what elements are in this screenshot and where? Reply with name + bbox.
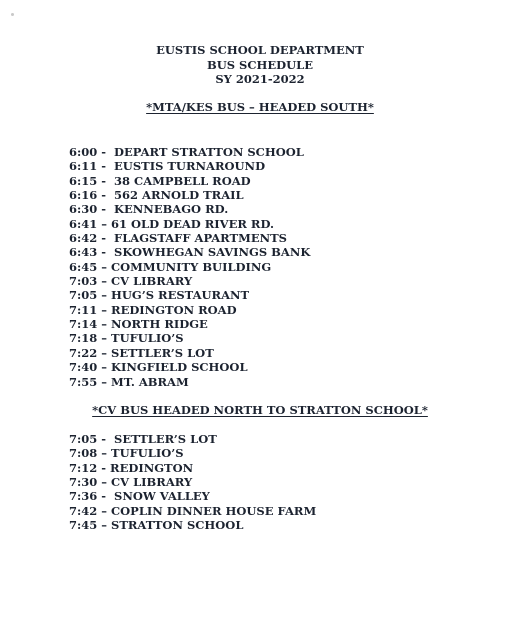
schedule-stop: 7:05 – HUG’S RESTAURANT (69, 288, 250, 303)
schedule-stop: 6:11 - EUSTIS TURNAROUND (69, 159, 266, 174)
schedule-stop: 6:30 - KENNEBAGO RD. (69, 202, 229, 217)
schedule-stop: 6:45 – COMMUNITY BUILDING (69, 259, 272, 274)
schedule-stop: 7:40 – KINGFIELD SCHOOL (69, 360, 248, 375)
schedule-stop: 7:42 – COPLIN DINNER HOUSE FARM (69, 503, 317, 518)
schedule-stop: 7:45 – STRATTON SCHOOL (69, 518, 244, 533)
document-header (0, 43, 515, 87)
schedule-title: BUS SCHEDULE (207, 57, 313, 72)
southbound-section-title: *MTA/KES BUS – HEADED SOUTH* (146, 100, 374, 114)
northbound-stop-list (69, 432, 316, 532)
schedule-stop: 6:16 - 562 ARNOLD TRAIL (69, 188, 244, 203)
department-title: EUSTIS SCHOOL DEPARTMENT (156, 43, 364, 57)
schedule-stop: 7:12 - REDINGTON (69, 460, 194, 475)
schedule-stop: 7:03 – CV LIBRARY (69, 274, 193, 289)
schedule-stop: 7:55 – MT. ABRAM (69, 374, 189, 389)
schedule-stop: 7:18 – TUFULIO’S (69, 331, 184, 346)
schedule-stop: 7:05 - SETTLER’S LOT (69, 432, 217, 446)
schedule-stop: 7:30 – CV LIBRARY (69, 475, 193, 490)
schedule-stop: 7:22 – SETTLER’S LOT (69, 345, 214, 360)
schedule-stop: 7:08 – TUFULIO’S (69, 446, 184, 461)
schedule-stop: 6:42 - FLAGSTAFF APARTMENTS (69, 231, 287, 246)
schedule-stop: 7:11 – REDINGTON ROAD (69, 302, 237, 317)
southbound-stop-list (69, 145, 310, 389)
schedule-stop: 6:00 - DEPART STRATTON SCHOOL (69, 145, 304, 159)
scan-speck (11, 13, 14, 16)
schedule-stop: 6:41 – 61 OLD DEAD RIVER RD. (69, 216, 275, 231)
schedule-stop: 7:36 - SNOW VALLEY (69, 489, 210, 504)
school-year: SY 2021-2022 (215, 72, 305, 86)
schedule-stop: 6:15 - 38 CAMPBELL ROAD (69, 173, 251, 188)
schedule-stop: 7:14 – NORTH RIDGE (69, 317, 208, 332)
schedule-stop: 6:43 - SKOWHEGAN SAVINGS BANK (69, 245, 311, 260)
northbound-section-title: *CV BUS HEADED NORTH TO STRATTON SCHOOL* (92, 403, 428, 417)
